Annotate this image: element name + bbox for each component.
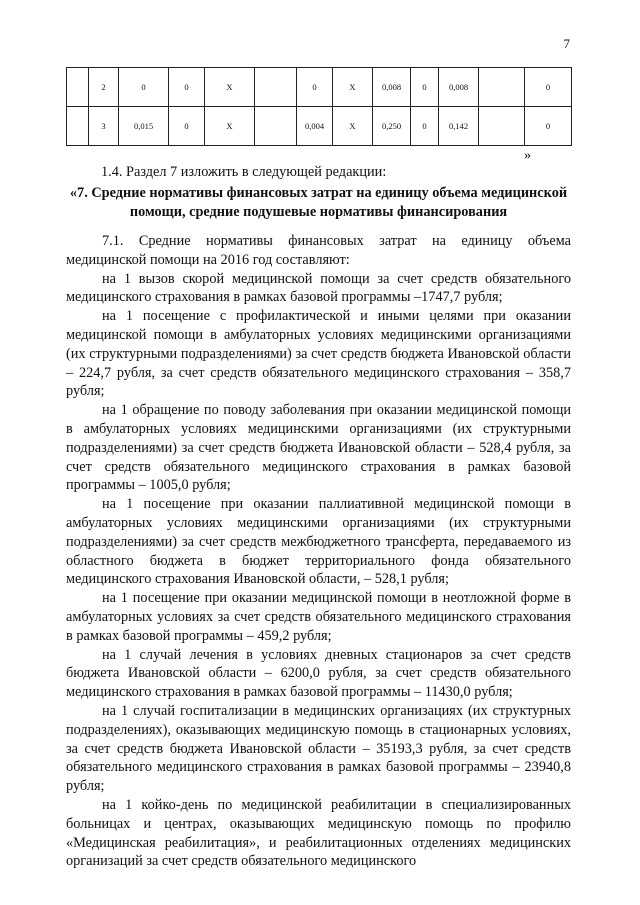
table-cell: 0,250: [373, 107, 411, 146]
table-cell: [255, 68, 297, 107]
section-instruction: 1.4. Раздел 7 изложить в следующей редакции:: [101, 164, 387, 180]
table-cell: [67, 68, 89, 107]
paragraph: на 1 обращение по поводу заболевания при оказании медицинской помощи в амбулаторных условиях медицинскими организациями (их структурными подразделениями) за счет средств бюджета Ивановской области – 528,4 рубля, за счет средств обязательного медицинского страхования в рамках базовой программы – 1005,0 рубля;: [66, 402, 571, 494]
paragraph: на 1 вызов скорой медицинской помощи за счет средств обязательного медицинского страхования в рамках базовой программы –1747,7 рубля;: [66, 270, 571, 306]
paragraph: на 1 посещение при оказании паллиативной медицинской помощи в амбулаторных условиях медицинскими организациями (их структурными подразделениями) за счет средств межбюджетного трансферта, передаваемого из областного бюджета в бюджет территориального фонда обязательного медицинского страхования Ивановской области, – 528,1 рубля;: [66, 496, 571, 588]
paragraph: на 1 посещение при оказании медицинской помощи в неотложной форме в амбулаторных условиях за счет средств обязательного медицинского страхования в рамках базовой программы – 459,2 рубля;: [66, 590, 571, 644]
table-cell: [479, 68, 525, 107]
table-cell: 2: [89, 68, 119, 107]
table-cell: [479, 107, 525, 146]
table-cell: X: [205, 68, 255, 107]
table-cell: 0: [411, 107, 439, 146]
closing-quote: »: [524, 148, 531, 163]
section-heading: «7. Средние нормативы финансовых затрат на единицу объема медицинской помощи, средние подушевые нормативы финансирования: [69, 185, 568, 220]
paragraph: на 1 случай лечения в условиях дневных стационаров за счет средств бюджета Ивановской области – 6200,0 рубля, за счет средств обязательного медицинского страхования в рамках базовой программы – 11430,0 рубля;: [66, 646, 571, 701]
table-cell: X: [333, 107, 373, 146]
body-text: [66, 232, 571, 871]
data-table: [66, 67, 572, 146]
table-cell: 0: [297, 68, 333, 107]
table-row: [67, 68, 572, 107]
paragraph: на 1 койко-день по медицинской реабилитации в специализированных больницах и центрах, оказывающих медицинскую помощь по профилю «Медицинская реабилитация», и реабилитационных отделениях медицинских организаций за счет средств обязательного медицинского: [66, 796, 571, 870]
table-cell: 0: [525, 68, 572, 107]
table-cell: [67, 107, 89, 146]
table-cell: 0: [169, 68, 205, 107]
paragraph: 7.1. Средние нормативы финансовых затрат на единицу объема медицинской помощи на 2016 год составляют:: [66, 233, 571, 268]
table-cell: [255, 107, 297, 146]
paragraph: на 1 случай госпитализации в медицинских организациях (их структурных подразделениях), оказывающих медицинскую помощь в стационарных условиях, за счет средств бюджета Ивановской области – 35193,3 рубля, за счет средств обязательного медицинского страхования в рамках базовой программы – 23940,8 рубля;: [66, 702, 571, 795]
table-cell: 0: [525, 107, 572, 146]
paragraph: на 1 посещение с профилактической и иными целями при оказании медицинской помощи в амбулаторных условиях медицинскими организациями (их структурными подразделениями) за счет средств бюджета Ивановской области – 224,7 рубля, за счет средств обязательного медицинского страхования – 358,7 рубля;: [66, 308, 571, 400]
table-cell: 0,008: [439, 68, 479, 107]
table-cell: 0,142: [439, 107, 479, 146]
table-cell: 0,008: [373, 68, 411, 107]
page-number: 7: [563, 36, 570, 51]
table-cell: X: [333, 68, 373, 107]
table-cell: 0: [119, 68, 169, 107]
table-cell: 0: [169, 107, 205, 146]
table-row: [67, 107, 572, 146]
table-cell: 0: [411, 68, 439, 107]
table-cell: 0,015: [119, 107, 169, 146]
table-cell: X: [205, 107, 255, 146]
table-cell: 0,004: [297, 107, 333, 146]
table-cell: 3: [89, 107, 119, 146]
